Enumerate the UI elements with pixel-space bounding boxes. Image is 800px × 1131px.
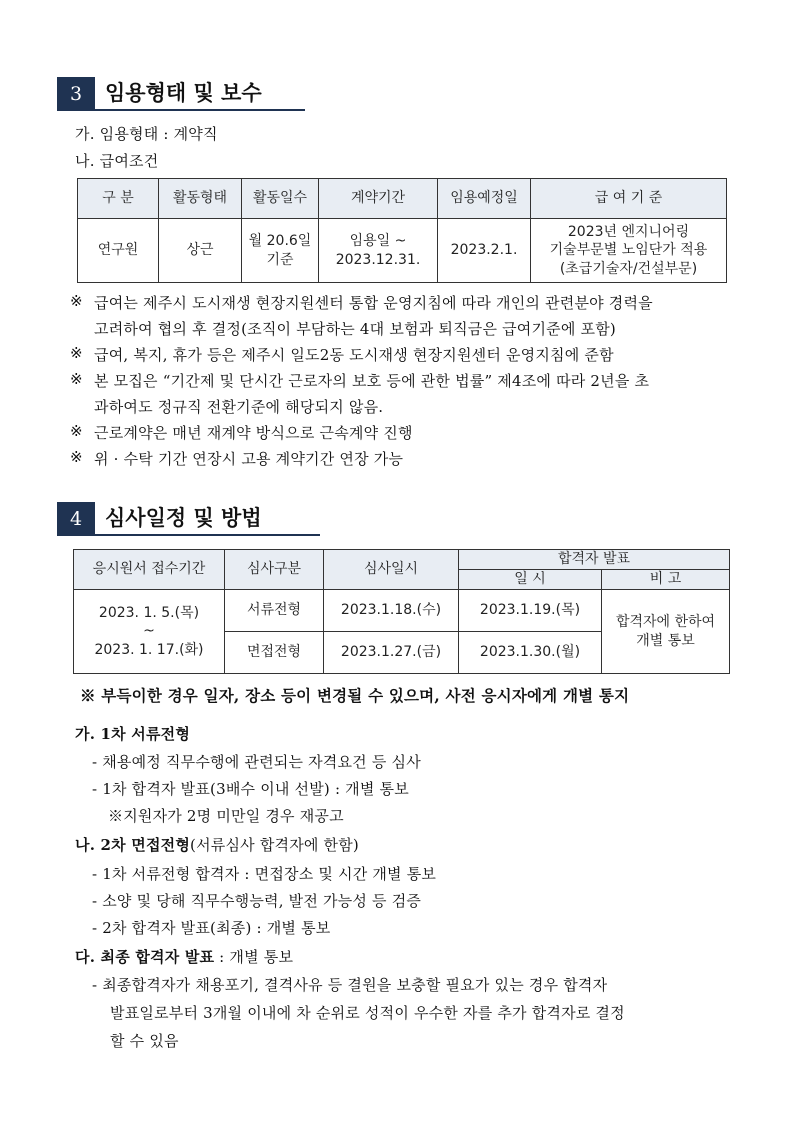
subsection-title: 다. 최종 합격자 발표: [75, 948, 215, 966]
table-header: 임용예정일: [438, 179, 531, 219]
cell-line: 2023년 엔지니어링: [567, 224, 690, 241]
note-text: 고려하여 협의 후 결정(조직이 부담하는 4대 보험과 퇴직금은 급여기준에 포함): [94, 320, 616, 338]
table-header: 합격자 발표: [459, 550, 730, 570]
change-warning: ※ 부득이한 경우 일자, 장소 등이 변경될 수 있으며, 사전 응시자에게 개별 통지: [80, 686, 630, 705]
list-item-continued: 할 수 있음: [110, 1032, 179, 1050]
table-cell: 2023.2.1.: [438, 219, 531, 283]
table-cell: 2023.1.30.(월): [459, 632, 602, 674]
section-4-header: [57, 502, 320, 536]
section-3-header: [57, 77, 305, 111]
table-cell: 연구원: [78, 219, 159, 283]
table-cell: 면접전형: [225, 632, 324, 674]
note-text: 급여는 제주시 도시재생 현장지원센터 통합 운영지침에 따라 개인의 관련분야 경력을: [94, 294, 653, 312]
subsection-title: 나. 2차 면접전형: [75, 836, 191, 854]
subsection-subtitle: : 개별 통보: [214, 948, 294, 966]
cell-line: (초급기술자/건설부문): [559, 260, 698, 277]
table-header: 활동형태: [159, 179, 242, 219]
table-cell: 2023.1.27.(금): [324, 632, 459, 674]
salary-table: [77, 178, 727, 283]
table-header: 계약기간: [319, 179, 438, 219]
note-mark: ※: [70, 370, 83, 388]
cell-line: 2023.12.31.: [335, 251, 421, 268]
note-mark: ※: [70, 448, 83, 466]
section-number: 4: [57, 502, 95, 536]
section-title: 심사일정 및 방법: [95, 502, 320, 536]
table-header: 일 시: [459, 570, 602, 590]
note-text: 급여, 복지, 휴가 등은 제주시 일도2동 도시재생 현장지원센터 운영지침에 준함: [94, 346, 614, 364]
subsection-title-row: [75, 834, 359, 855]
list-item: - 최종합격자가 채용포기, 결격사유 등 결원을 보충할 필요가 있는 경우 합격자: [92, 976, 608, 994]
list-item: - 1차 서류전형 합격자 : 면접장소 및 시간 개별 통보: [92, 865, 437, 883]
note-text: 본 모집은 “기간제 및 단시간 근로자의 보호 등에 관한 법률” 제4조에 따라 2년을 초: [94, 372, 650, 390]
table-header: 심사구분: [225, 550, 324, 590]
cell-line: 임용일 ~: [349, 233, 407, 250]
subsection-title-row: [75, 946, 293, 967]
table-cell: [242, 219, 319, 283]
note-text: 과하여도 정규직 전환기준에 해당되지 않음.: [94, 398, 384, 416]
table-cell: [74, 590, 225, 674]
note-mark: ※: [70, 292, 83, 310]
note-mark: ※: [70, 344, 83, 362]
table-cell: [531, 219, 727, 283]
cell-line: 2023. 1. 17.(화): [94, 641, 204, 658]
list-item: ※지원자가 2명 미만일 경우 재공고: [108, 807, 344, 825]
salary-conditions-label: 나. 급여조건: [75, 152, 159, 170]
table-cell: [319, 219, 438, 283]
list-item: - 채용예정 직무수행에 관련되는 자격요건 등 심사: [92, 753, 421, 771]
cell-line: 기술부문별 노임단가 적용: [549, 242, 708, 259]
table-cell: 서류전형: [225, 590, 324, 632]
cell-line: 월 20.6일: [248, 233, 312, 250]
table-header: 비 고: [602, 570, 730, 590]
table-header: 응시원서 접수기간: [74, 550, 225, 590]
list-item: - 소양 및 당해 직무수행능력, 발전 가능성 등 검증: [92, 892, 422, 910]
cell-line: ~: [143, 623, 155, 640]
employment-type: 가. 임용형태 : 계약직: [75, 125, 218, 143]
table-header: 심사일시: [324, 550, 459, 590]
table-header: 구 분: [78, 179, 159, 219]
note-mark: ※: [70, 422, 83, 440]
table-cell: 2023.1.18.(수): [324, 590, 459, 632]
cell-line: 2023. 1. 5.(목): [98, 605, 200, 622]
section-title: 임용형태 및 보수: [95, 77, 305, 111]
note-text: 위 · 수탁 기간 연장시 고용 계약기간 연장 가능: [94, 450, 404, 468]
table-header: 급 여 기 준: [531, 179, 727, 219]
subsection-title: 가. 1차 서류전형: [75, 725, 191, 743]
schedule-table: [73, 549, 730, 674]
section-number: 3: [57, 77, 95, 111]
cell-line: 합격자에 한하여: [615, 614, 716, 631]
subsection-subtitle: (서류심사 합격자에 한함): [190, 836, 359, 854]
table-header: 활동일수: [242, 179, 319, 219]
note-text: 근로계약은 매년 재계약 방식으로 근속계약 진행: [94, 424, 413, 442]
list-item: - 1차 합격자 발표(3배수 이내 선발) : 개별 통보: [92, 780, 409, 798]
list-item-continued: 발표일로부터 3개월 이내에 차 순위로 성적이 우수한 자를 추가 합격자로 결정: [110, 1004, 625, 1022]
cell-line: 개별 통보: [636, 632, 695, 649]
cell-line: 기준: [266, 251, 294, 268]
table-cell: [602, 590, 730, 674]
table-cell: 2023.1.19.(목): [459, 590, 602, 632]
table-cell: 상근: [159, 219, 242, 283]
list-item: - 2차 합격자 발표(최종) : 개별 통보: [92, 919, 331, 937]
